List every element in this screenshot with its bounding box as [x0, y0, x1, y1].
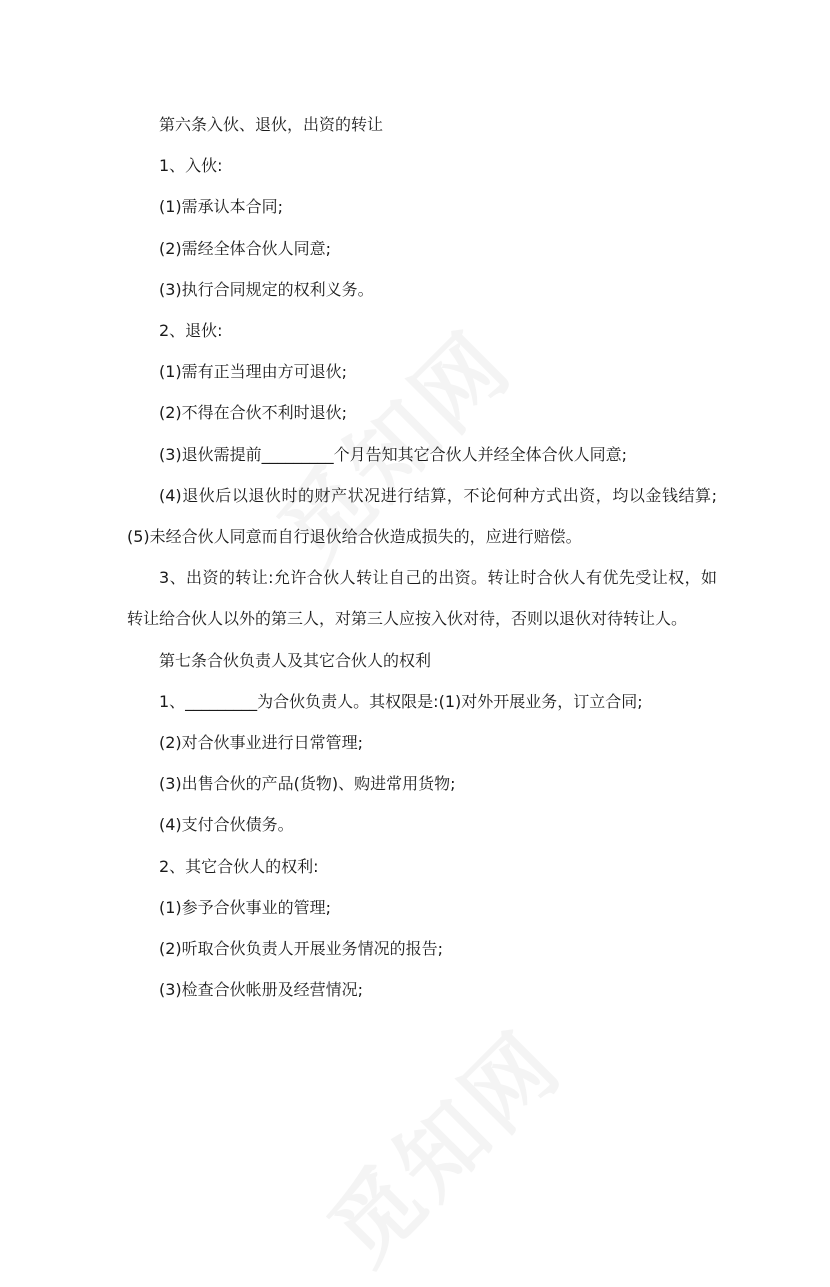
- document-body: [127, 104, 717, 1010]
- clause-item: (2)对合伙事业进行日常管理;: [159, 733, 364, 753]
- section-heading: 1、_________为合伙负责人。其权限是:(1)对外开展业务，订立合同;: [159, 691, 643, 711]
- article-heading: 第七条合伙负责人及其它合伙人的权利: [159, 650, 432, 670]
- clause-item: (3)退伙需提前_________个月告知其它合伙人并经全体合伙人同意;: [159, 444, 628, 464]
- clause-item: (2)需经全体合伙人同意;: [159, 238, 332, 258]
- clause-item: (3)检查合伙帐册及经营情况;: [159, 980, 364, 1000]
- watermark: [297, 999, 586, 1287]
- clause-item: (4)支付合伙债务。: [159, 815, 294, 835]
- section-heading: 2、退伙:: [159, 321, 223, 341]
- section-heading: 2、其它合伙人的权利:: [159, 856, 319, 876]
- section-heading: 1、入伙:: [159, 156, 223, 176]
- clause-item: (1)需有正当理由方可退伙;: [159, 362, 348, 382]
- clause-item: (4)退伙后以退伙时的财产状况进行结算，不论何种方式出资，均以金钱结算;(5)未经合伙人同意而自行退伙给合伙造成损失的，应进行赔偿。: [127, 485, 717, 547]
- clause-item: (3)出售合伙的产品(货物)、购进常用货物;: [159, 774, 456, 794]
- clause-item: (2)听取合伙负责人开展业务情况的报告;: [159, 939, 444, 959]
- section-paragraph: 3、出资的转让:允许合伙人转让自己的出资。转让时合伙人有优先受让权，如转让给合伙人以外的第三人，对第三人应按入伙对待，否则以退伙对待转让人。: [127, 568, 717, 629]
- clause-item: (1)参予合伙事业的管理;: [159, 897, 332, 917]
- clause-item: (2)不得在合伙不利时退伙;: [159, 403, 348, 423]
- clause-item: (1)需承认本合同;: [159, 197, 284, 217]
- article-heading: 第六条入伙、退伙，出资的转让: [159, 115, 384, 134]
- clause-item: (3)执行合同规定的权利义务。: [159, 279, 374, 299]
